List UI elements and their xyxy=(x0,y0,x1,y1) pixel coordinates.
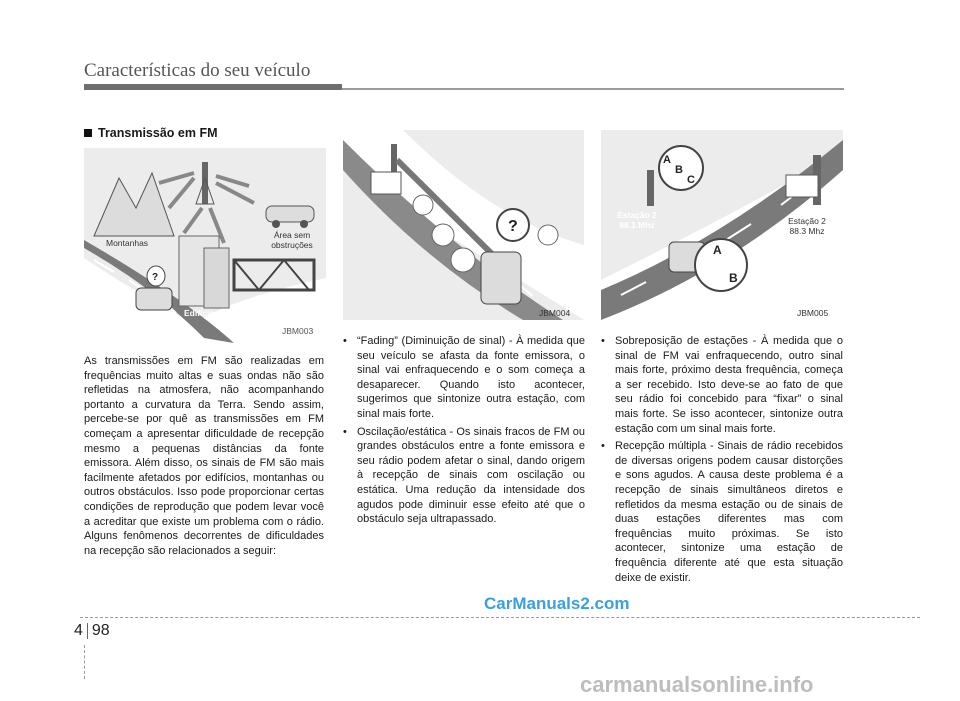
list-item-text: Sobreposição de estações - À medida que o sinal de FM vai enfraquecendo, outro sinal mais forte, próximo desta frequência, começa a ser recebido. Isto deve-se ao fato de que seu rádio foi concebido para “fixar” o sinal mais forte. Se isso acontecer, sintonize outra estação com um sinal mais forte. xyxy=(615,335,843,435)
label-open-area: Área sem obstruções xyxy=(271,230,313,250)
svg-text:B: B xyxy=(729,271,738,285)
list-item xyxy=(601,334,843,436)
bullet-dot-icon: • xyxy=(343,335,347,347)
watermark-top[interactable]: CarManuals2.com xyxy=(484,594,630,613)
list-item xyxy=(343,334,585,422)
list-item-text: Oscilação/estática - Os sinais fracos de FM ou grandes obstáculos entre a fonte emissora e seu rádio podem afetar o sinal, dando origem à recepção de sinais com oscilação ou estática. Uma redução da intensidade dos agudos pode diminuir esse efeito até que o obstáculo seja ultrapassado. xyxy=(357,425,585,526)
section-heading xyxy=(84,126,218,140)
page-separator xyxy=(87,623,88,639)
label-mountains: Montanhas xyxy=(106,238,149,248)
figure-fading xyxy=(343,130,584,320)
intro-paragraph: As transmissões em FM são realizadas em frequências muito altas e suas ondas não são refletidas na atmosfera, não acompanhando portanto a curvatura da Terra. Sendo assim, percebe-se por quê as transmissões em FM começam a apresentar dificuldade de recepção mesmo a pequenas distâncias da fonte emissora. Além disso, os sinais de FM são mais facilmente afetados por edifícios, montanhas ou outros obstáculos. Isso pode proporcionar certas condições de reprodução que podem levar você a acreditar que existe um problema com o rádio. Alguns fenômenos decorrentes de dificuldades na recepção são relacionados a seguir: xyxy=(84,355,324,557)
label-station-left: Estação 2 88.1 Mhz xyxy=(617,210,657,230)
bullet-dot-icon: • xyxy=(601,335,605,347)
fading-illustration xyxy=(343,130,584,320)
svg-text:C: C xyxy=(687,174,695,186)
bullet-dot-icon: • xyxy=(601,440,605,453)
header-rule-accent xyxy=(84,84,342,90)
bullet-dot-icon: • xyxy=(343,425,347,438)
section-heading-text: Transmissão em FM xyxy=(98,126,218,140)
page-number-value: 98 xyxy=(91,622,110,639)
footer-vertical-dash xyxy=(84,645,85,679)
footer-dashed-rule xyxy=(80,617,920,618)
figure-code: JBM004 xyxy=(539,308,571,318)
chapter-number: 4 xyxy=(74,622,83,639)
svg-text:?: ? xyxy=(508,218,518,235)
bullet-list-col2 xyxy=(343,334,585,530)
svg-text:?: ? xyxy=(152,272,159,283)
figure-station-overlap xyxy=(601,130,843,320)
list-item-text: Recepção múltipla - Sinais de rádio recebidos de diversas origens podem causar distorções e sons agudos. A causa deste problema é a recepção de sinais simultâneos diretos e refletidos da mesma estação ou de sinais de duas estações diferentes mas com frequências muito próximas. Se isto acontecer, sintonize uma estação de frequência diferente até que esta situação deixe de existir. xyxy=(615,440,843,584)
figure-code: JBM005 xyxy=(797,308,829,318)
header-title: Características do seu veículo xyxy=(84,60,311,81)
svg-text:B: B xyxy=(675,164,683,176)
list-item-text: “Fading” (Diminuição de sinal) - À medida que seu veículo se afasta da fonte emissora, o sinal vai enfraquecendo e o som começa a desaparecer. Quando isto acontecer, sugerimos que sintonize outra estação, com sinal mais forte. xyxy=(357,335,585,420)
svg-text:A: A xyxy=(713,243,722,257)
svg-text:A: A xyxy=(663,154,671,166)
bullet-list-col3 xyxy=(601,334,843,588)
square-bullet-icon xyxy=(84,129,92,137)
figure-code: JBM003 xyxy=(282,326,314,336)
label-station-right: Estação 2 88.3 Mhz xyxy=(788,216,826,236)
label-buildings: Edifícios xyxy=(184,308,220,318)
watermark-bottom[interactable]: carmanualsonline.info xyxy=(580,672,814,697)
figure-fm-transmission xyxy=(84,148,326,343)
list-item xyxy=(343,425,585,527)
list-item xyxy=(601,439,843,585)
page-number xyxy=(74,622,110,640)
label-bridges: Pontes metálicas xyxy=(252,296,291,316)
